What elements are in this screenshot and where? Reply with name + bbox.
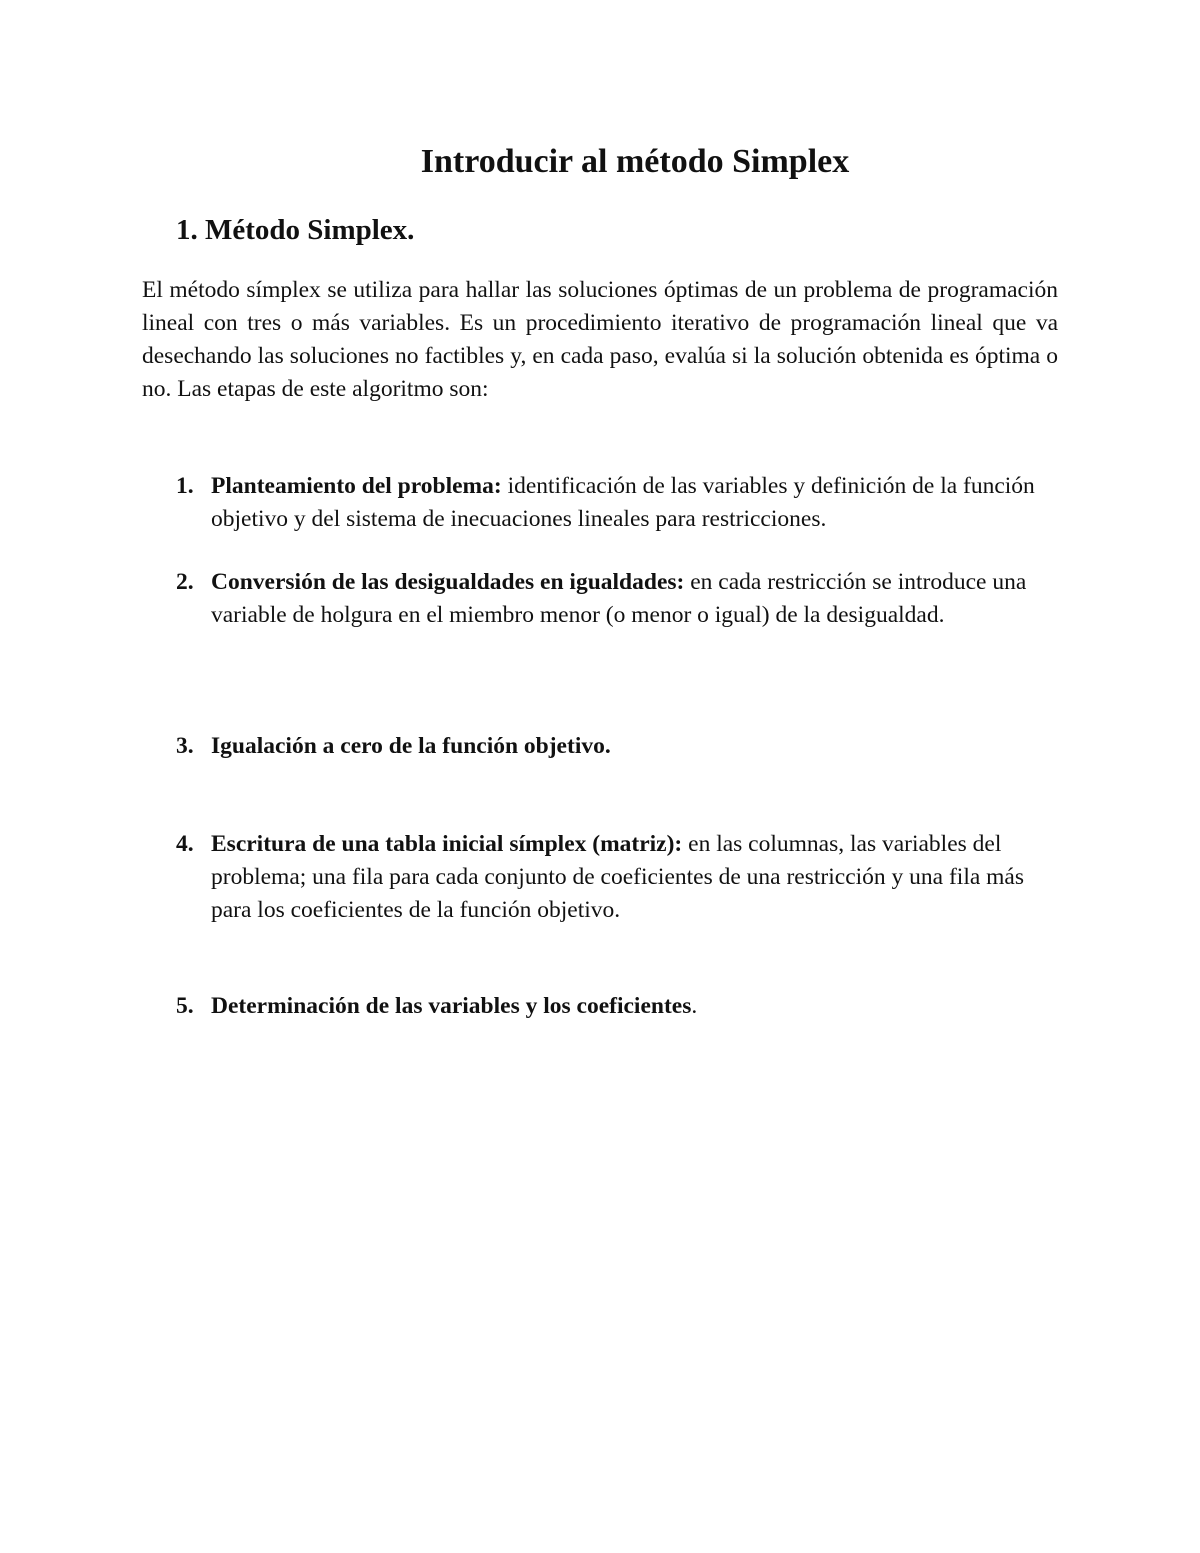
step-number: 4. [176, 831, 194, 857]
step-body [211, 566, 1063, 632]
step-number: 2. [176, 569, 194, 595]
step-number: 5. [176, 993, 194, 1019]
step-number: 1. [176, 473, 194, 499]
section-heading: 1. Método Simplex. [176, 214, 415, 246]
step-number: 3. [176, 733, 194, 759]
document-title: Introducir al método Simplex [420, 143, 850, 180]
step-title: Escritura de una tabla inicial símplex (matriz): [211, 831, 683, 857]
step-title: Igualación a cero de la función objetivo. [211, 733, 611, 759]
step-body [211, 730, 1063, 763]
step-body [211, 470, 1063, 536]
step-text: . [691, 993, 698, 1019]
step-text: en las columnas, las variables del problema; una fila para cada conjunto de coeficientes de una restricción y una fila más para los coeficientes de la función objetivo. [211, 831, 1025, 923]
step-text: en cada restricción se introduce una variable de holgura en el miembro menor (o menor o igual) de la desigualdad. [211, 569, 1027, 628]
step-text: identificación de las variables y definición de la función objetivo y del sistema de inecuaciones lineales para restricciones. [211, 473, 1035, 532]
step-body [211, 828, 1063, 927]
step-title: Determinación de las variables y los coeficientes [211, 993, 692, 1019]
step-title: Conversión de las desigualdades en igualdades: [211, 569, 685, 595]
step-body [211, 990, 1063, 1023]
step-title: Planteamiento del problema: [211, 473, 502, 499]
intro-paragraph: El método símplex se utiliza para hallar las soluciones óptimas de un problema de programación lineal con tres o más variables. Es un procedimiento iterativo de programación lineal que va desechando las soluciones no factibles y, en cada paso, evalúa si la solución obtenida es óptima o no. Las etapas de este algoritmo son: [142, 277, 1058, 402]
